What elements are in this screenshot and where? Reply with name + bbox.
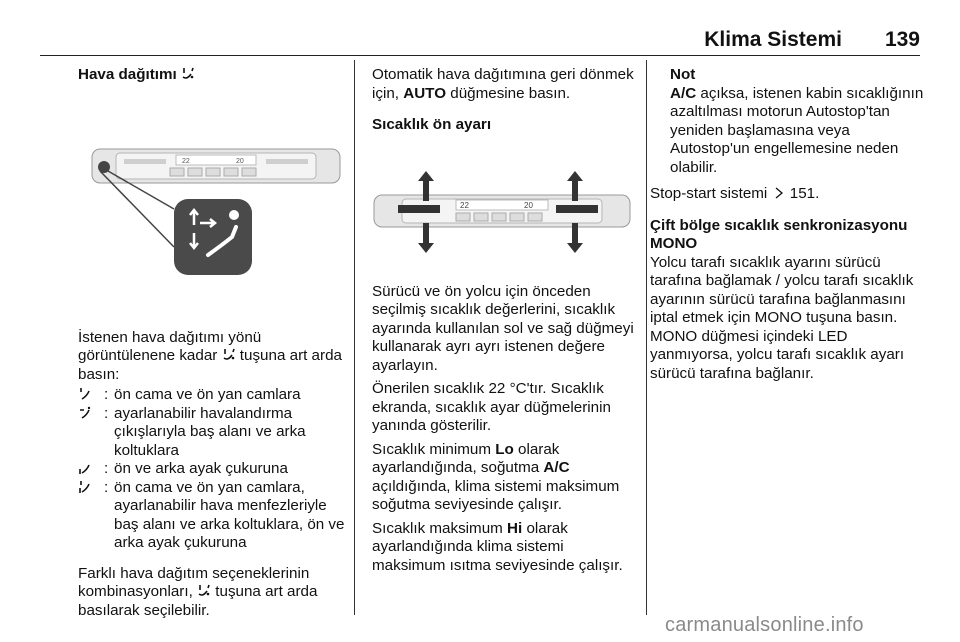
list-separator: : [104, 478, 109, 496]
face-vent-airflow-icon [78, 405, 104, 461]
list-item: ön cama ve ön yan camlara, ayarlanabilir hava menfezleriyle baş alanı ve arka koltuklara, ön ve arka ayak çukuruna [114, 478, 345, 551]
preset-text: Sürücü ve ön yolcu için önceden seçilmiş sıcaklık değerlerini, sıcaklık ayarında kullanılan sol ve sağ düğmeyi kullanarak ayrı ayrı istenen değere ayarlayın. [372, 282, 634, 374]
climate-panel-figure [86, 143, 344, 289]
header-rule [40, 55, 920, 56]
temperature-preset-heading: Sıcaklık ön ayarı [372, 116, 492, 133]
temperature-panel-illustration [372, 169, 634, 255]
list-item: ön cama ve ön yan camlara [114, 386, 301, 403]
list-item: ayarlanabilir havalandırma çıkışlarıyla baş alanı ve arka koltuklara [114, 404, 306, 459]
watermark: carmanualsonline.info [665, 614, 864, 636]
page-number: 139 [884, 28, 920, 51]
column-1 [78, 66, 346, 620]
distribution-options-list [78, 386, 346, 553]
climate-panel-illustration [86, 143, 344, 289]
fig2-temp-left: 22 [460, 200, 469, 210]
combination-text: Farklı hava dağıtım seçeneklerinin kombinasyonları, tuşuna art arda basılarak seçilebilir. [78, 564, 318, 619]
stop-start-reference: Stop-start sistemi 151. [650, 185, 820, 202]
fig1-temp-right: 20 [236, 157, 244, 165]
maximum-text: Sıcaklık maksimum Hi olarak ayarlandığında klima sistemi maksimum ısıtma seviyesinde çalışır. [372, 519, 623, 574]
air-distribution-heading: Hava dağıtımı [78, 66, 346, 85]
list-item: ön ve arka ayak çukuruna [114, 460, 288, 477]
fig1-temp-left: 22 [182, 157, 190, 165]
list-separator: : [104, 386, 109, 403]
list-separator: : [104, 404, 109, 422]
air-distribution-icon [222, 348, 236, 362]
minimum-text: Sıcaklık minimum Lo olarak ayarlandığında, soğutma A/C açıldığında, klima sistemi maksimum soğutma seviyesinde çalışır. [372, 440, 620, 513]
column-divider-1 [354, 60, 355, 615]
section-title: Klima Sistemi [704, 28, 842, 51]
list-separator: : [104, 460, 109, 477]
note-label: Not [670, 66, 696, 83]
recommended-text: Önerilen sıcaklık 22 °C'tır. Sıcaklık ekranda, sıcaklık ayar düğmelerinin yanında gösterilir. [372, 380, 611, 434]
mono-heading: Çift bölge sıcaklık senkronizasyonu MONO [650, 216, 908, 252]
fig2-temp-right: 20 [524, 200, 533, 210]
page-header [0, 0, 960, 56]
windshield-airflow-icon [78, 386, 104, 405]
note-text: A/C açıksa, istenen kabin sıcaklığının azaltılması motorun Autostop'tan yeniden başlamasına veya Autostop'un engellemesine neden olabilir. [670, 84, 924, 176]
auto-text: Otomatik hava dağıtımına geri dönmek için, AUTO düğmesine basın. [372, 66, 634, 102]
floor-airflow-icon [78, 460, 104, 479]
air-distribution-icon [181, 67, 195, 81]
temperature-panel-figure [372, 169, 634, 255]
air-distribution-icon [197, 584, 211, 598]
column-divider-2 [646, 60, 647, 615]
column-2 [372, 66, 634, 575]
intro-text: İstenen hava dağıtımı yönü görüntülenene kadar tuşuna art arda basın: [78, 328, 342, 383]
column-3 [650, 66, 930, 383]
note-box [650, 66, 930, 177]
all-airflow-icon [78, 479, 104, 553]
page-reference-icon [772, 186, 786, 200]
mono-text: Yolcu tarafı sıcaklık ayarını sürücü tarafına bağlamak / yolcu tarafı sıcaklık ayarının sürücü tarafına bağlanmasını iptal etmek için MONO tuşuna basın. MONO düğmesi içindeki LED yanmıyorsa, yolcu tarafı sıcaklık ayarı sürücü tarafına bağlanır. [650, 253, 914, 382]
